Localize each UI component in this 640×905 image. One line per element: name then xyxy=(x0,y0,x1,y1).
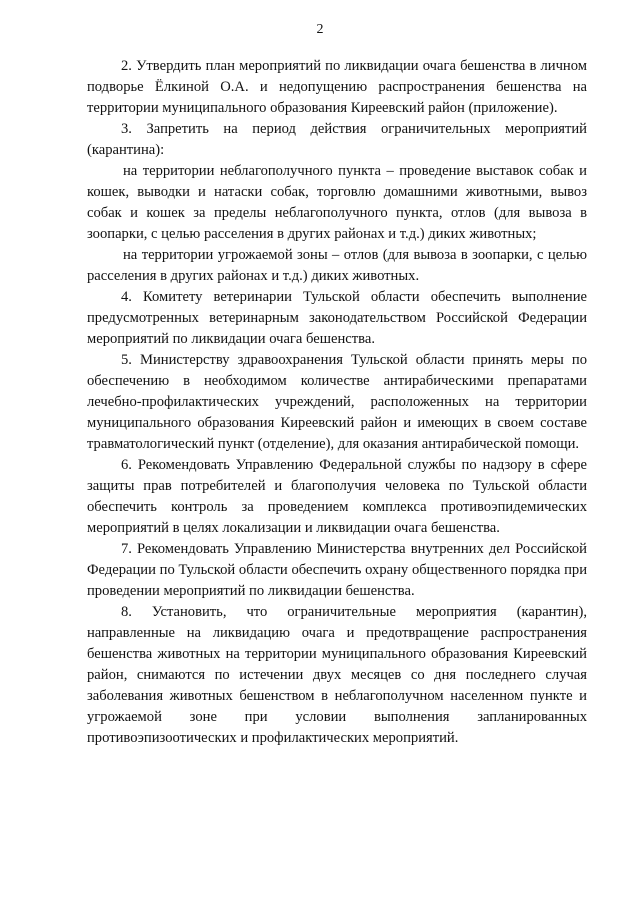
paragraph-3-unfavorable-point: на территории неблагополучного пункта – проведение выставок собак и кошек, выводки и натаски собак, торговлю домашними животными, вывоз собак и кошек за пределы неблагополучного пункта, отлов (для вывоза в зоопарки, с целью расселения в других районах и т.д.) диких животных; xyxy=(87,163,587,242)
paragraph-6-rospotrebnadzor: 6. Рекомендовать Управлению Федеральной службы по надзору в сфере защиты прав потребителей и благополучия человека по Тульской области обеспечить контроль за проведением комплекса противоэпидемических мероприятий в целях локализации и ликвидации очага бешенства. xyxy=(87,457,587,536)
document-body xyxy=(87,56,587,749)
paragraph-7-internal-affairs: 7. Рекомендовать Управлению Министерства внутренних дел Российской Федерации по Тульской области обеспечить охрану общественного порядка при проведении мероприятий по ликвидации бешенства. xyxy=(87,541,587,599)
paragraph-3-prohibit: 3. Запретить на период действия ограничительных мероприятий (карантина): xyxy=(87,121,587,158)
paragraph-2-approve-plan: 2. Утвердить план мероприятий по ликвидации очага бешенства в личном подворье Ёлкиной О.А. и недопущению распространения бешенства на территории муниципального образования Киреевский район (приложение). xyxy=(87,58,587,116)
paragraph-4-veterinary-committee: 4. Комитету ветеринарии Тульской области обеспечить выполнение предусмотренных ветеринарным законодательством Российской Федерации мероприятий по ликвидации очага бешенства. xyxy=(87,289,587,347)
page-number: 2 xyxy=(316,22,324,37)
paragraph-5-health-ministry: 5. Министерству здравоохранения Тульской области принять меры по обеспечению в необходимом количестве антирабическими препаратами лечебно-профилактических учреждений, расположенных на территории муниципального образования Киреевский район и имеющих в своем составе травматологический пункт (отделение), для оказания антирабической помощи. xyxy=(87,352,587,452)
paragraph-8-quarantine-lifted: 8. Установить, что ограничительные мероприятия (карантин), направленные на ликвидацию очага и предотвращение распространения бешенства животных на территории муниципального образования Киреевский район, снимаются по истечении двух месяцев со дня последнего случая заболевания животных бешенством в неблагополучном населенном пункте и угрожаемой зоне при условии выполнения запланированных противоэпизоотических и профилактических мероприятий. xyxy=(87,604,587,746)
paragraph-3-threatened-zone: на территории угрожаемой зоны – отлов (для вывоза в зоопарки, с целью расселения в других районах и т.д.) диких животных. xyxy=(87,247,587,284)
